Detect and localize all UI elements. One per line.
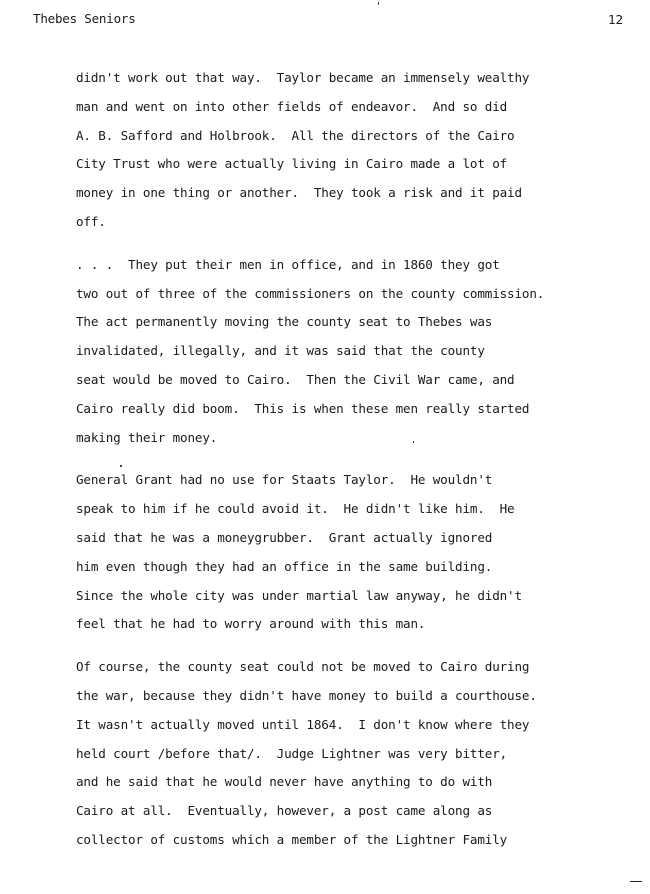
paragraph <box>76 251 624 453</box>
text-line: making their money. <box>76 429 218 445</box>
text-line: Of course, the county seat could not be moved to Cairo during <box>76 659 530 675</box>
text-line: . . . They put their men in office, and in 1860 they got <box>76 256 500 272</box>
text-line: speak to him if he could avoid it. He didn't like him. He <box>76 501 515 517</box>
text-line: The act permanently moving the county seat to Thebes was <box>76 314 493 330</box>
text-line: off. <box>76 213 106 229</box>
text-line: A. B. Safford and Holbrook. All the directors of the Cairo <box>76 127 515 143</box>
text-line: man and went on into other fields of endeavor. And so did <box>76 98 508 114</box>
text-line: and he said that he would never have anything to do with <box>76 774 493 790</box>
scan-speck <box>378 2 379 5</box>
text-line: Cairo really did boom. This is when these men really started <box>76 400 530 416</box>
paragraph <box>76 64 624 237</box>
text-line: Since the whole city was under martial law anyway, he didn't <box>76 587 522 603</box>
text-line: said that he was a moneygrubber. Grant actually ignored <box>76 529 493 545</box>
text-line: didn't work out that way. Taylor became an immensely wealthy <box>76 70 530 85</box>
text-line: City Trust who were actually living in Cairo made a lot of <box>76 156 508 172</box>
text-line: invalidated, illegally, and it was said that the county <box>76 343 485 359</box>
scan-speck <box>413 441 414 443</box>
text-line: feel that he had to worry around with this man. <box>76 616 426 632</box>
text-line: money in one thing or another. They took a risk and it paid <box>76 185 522 201</box>
scan-speck <box>120 465 122 467</box>
text-line: collector of customs which a member of the Lightner Family <box>76 831 508 847</box>
running-header-title: Thebes Seniors <box>33 11 136 26</box>
paragraph <box>76 466 624 639</box>
text-line: him even though they had an office in the same building. <box>76 558 493 574</box>
text-line: held court /before that/. Judge Lightner was very bitter, <box>76 745 508 761</box>
scan-mark <box>630 881 642 882</box>
text-line: It wasn't actually moved until 1864. I don't know where they <box>76 716 530 732</box>
text-line: Cairo at all. Eventually, however, a post came along as <box>76 803 493 819</box>
text-line: General Grant had no use for Staats Taylor. He wouldn't <box>76 472 493 488</box>
body-text <box>76 64 624 869</box>
text-line: seat would be moved to Cairo. Then the Civil War came, and <box>76 371 515 387</box>
page-number: 12 <box>607 12 623 27</box>
paragraph <box>76 653 624 855</box>
text-line: the war, because they didn't have money to build a courthouse. <box>76 687 537 703</box>
text-line: two out of three of the commissioners on the county commission. <box>76 285 545 301</box>
